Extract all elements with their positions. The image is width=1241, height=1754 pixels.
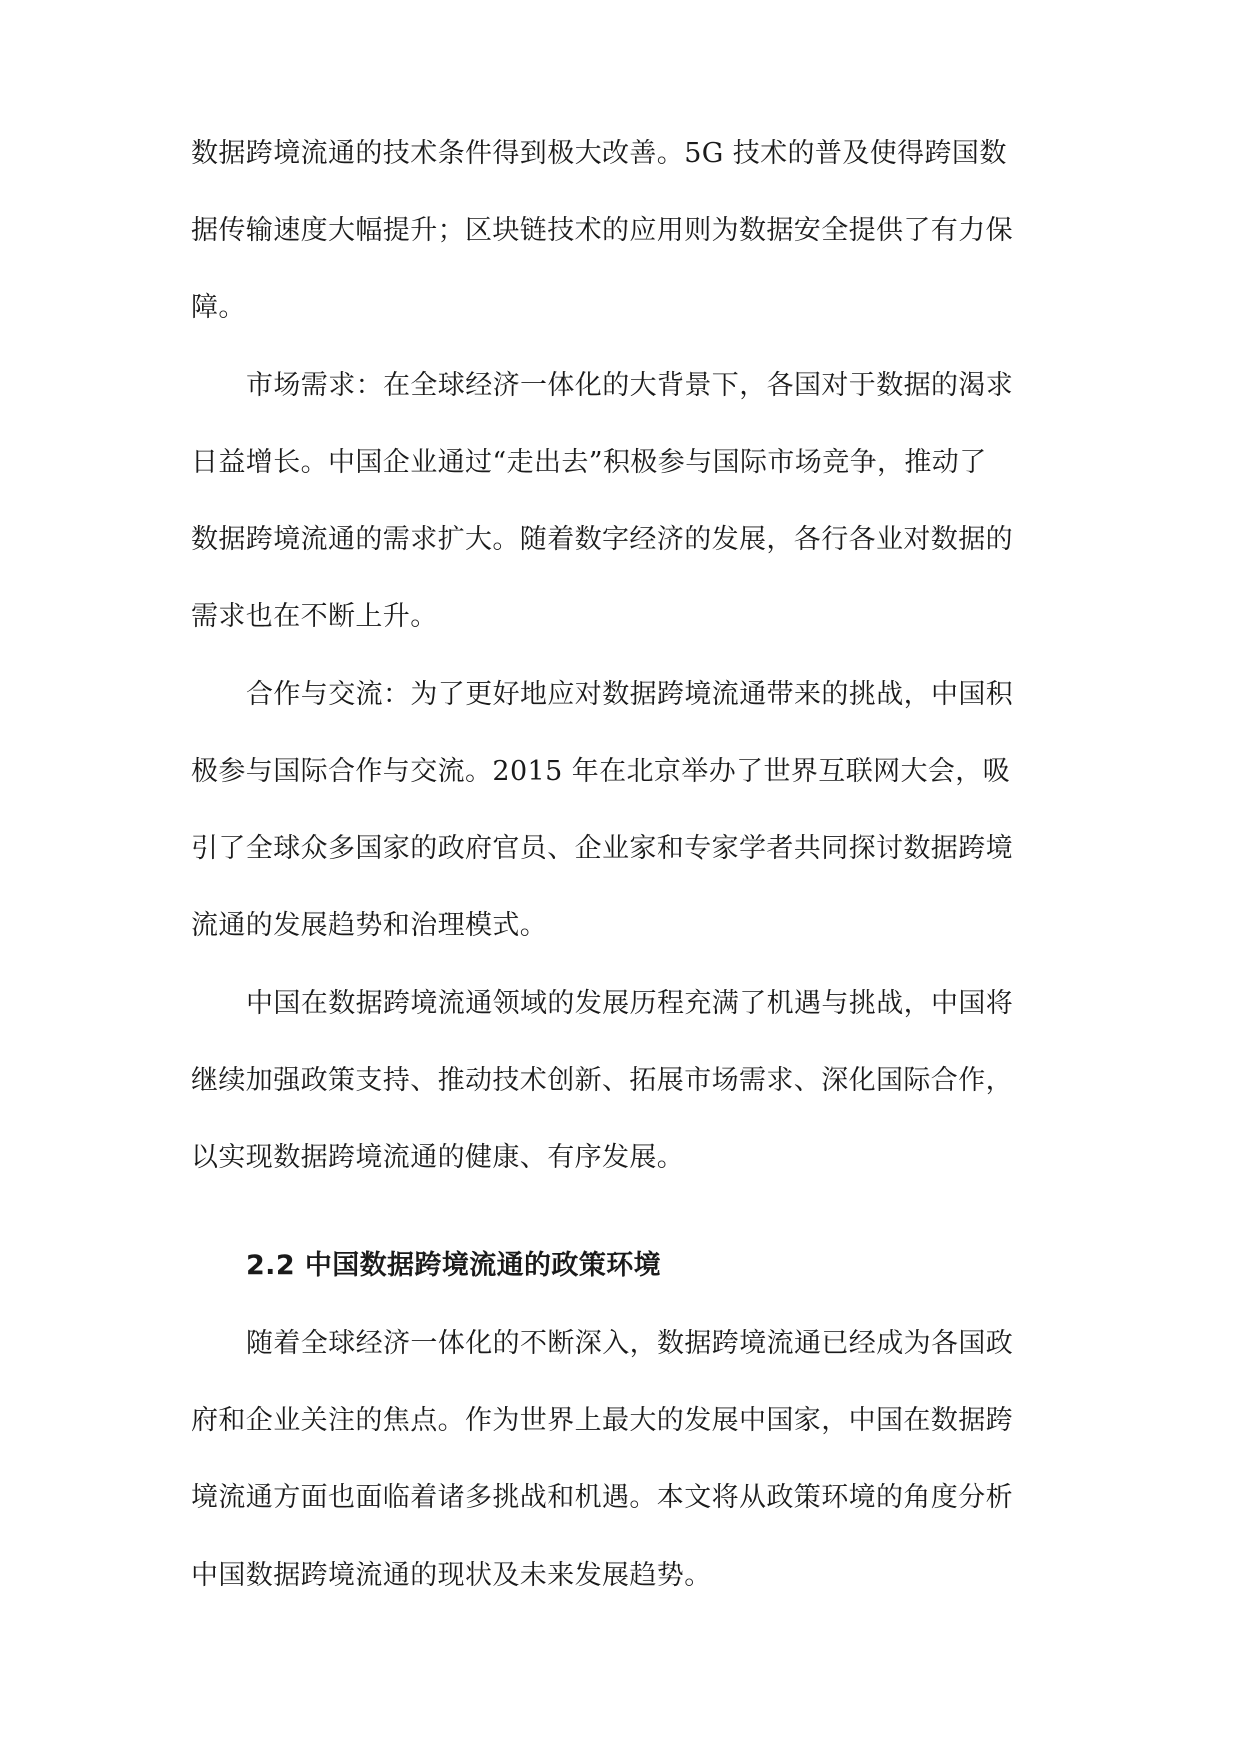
- paragraph-3-line-3: 引了全球众多国家的政府官员、企业家和专家学者共同探讨数据跨境: [191, 833, 1013, 864]
- section-paragraph-line-4: 中国数据跨境流通的现状及未来发展趋势。: [191, 1560, 712, 1591]
- paragraph-2-line-1: 市场需求：在全球经济一体化的大背景下，各国对于数据的渴求: [246, 370, 1014, 401]
- paragraph-1-line-2: 据传输速度大幅提升；区块链技术的应用则为数据安全提供了有力保: [191, 215, 1013, 246]
- paragraph-2-line-4: 需求也在不断上升。: [191, 601, 438, 632]
- paragraph-3-line-1: 合作与交流：为了更好地应对数据跨境流通带来的挑战，中国积: [246, 679, 1014, 710]
- paragraph-1-line-3: 障。: [191, 292, 246, 323]
- paragraph-4-line-2: 继续加强政策支持、推动技术创新、拓展市场需求、深化国际合作，: [191, 1065, 1013, 1096]
- paragraph-3-line-2: 极参与国际合作与交流。2015 年在北京举办了世界互联网大会，吸: [191, 756, 1011, 787]
- paragraph-1-line-1: 数据跨境流通的技术条件得到极大改善。5G 技术的普及使得跨国数: [191, 138, 1007, 169]
- paragraph-3-line-4: 流通的发展趋势和治理模式。: [191, 910, 548, 941]
- paragraph-4-line-1: 中国在数据跨境流通领域的发展历程充满了机遇与挑战，中国将: [246, 988, 1014, 1019]
- paragraph-2-line-2: 日益增长。中国企业通过“走出去”积极参与国际市场竞争，推动了: [191, 447, 987, 478]
- section-paragraph-line-1: 随着全球经济一体化的不断深入，数据跨境流通已经成为各国政: [246, 1328, 1014, 1359]
- section-paragraph-line-2: 府和企业关注的焦点。作为世界上最大的发展中国家，中国在数据跨: [191, 1405, 1013, 1436]
- paragraph-4-line-3: 以实现数据跨境流通的健康、有序发展。: [191, 1142, 685, 1173]
- section-heading: 2.2 中国数据跨境流通的政策环境: [246, 1250, 662, 1281]
- paragraph-2-line-3: 数据跨境流通的需求扩大。随着数字经济的发展，各行各业对数据的: [191, 524, 1013, 555]
- section-paragraph-line-3: 境流通方面也面临着诸多挑战和机遇。本文将从政策环境的角度分析: [191, 1482, 1013, 1513]
